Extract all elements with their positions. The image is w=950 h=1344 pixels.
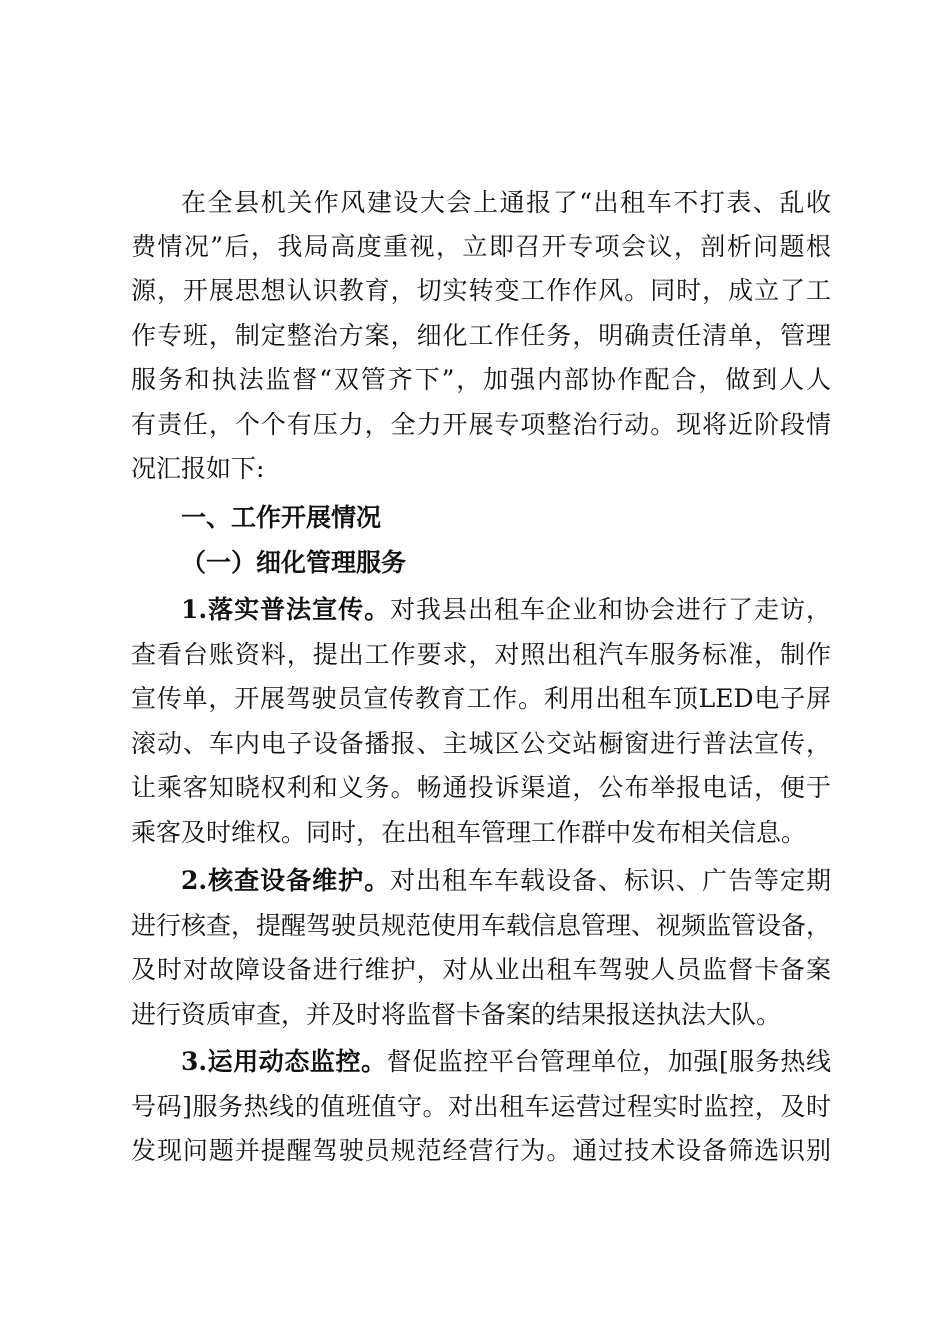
intro-line-1: 在全县机关作风建设大会上通报了“出租车不打表、乱收 — [181, 188, 831, 217]
item2-title: 2.核查设备维护。 — [181, 866, 391, 895]
item2-line-2: 进行核查，提醒驾驶员规范使用车载信息管理、视频监管设备， — [131, 911, 832, 940]
item2-first-line — [181, 866, 831, 896]
item1-first-rest: 对我县出租车企业和协会进行了走访， — [390, 595, 831, 624]
item1-line-6: 乘客及时维权。同时，在出租车管理工作群中发布相关信息。 — [131, 818, 807, 847]
section-heading: 一、工作开展情况 — [181, 503, 382, 532]
item3-title: 3.运用动态监控。 — [181, 1047, 387, 1076]
item2-line-3: 及时对故障设备进行维护，对从业出租车驾驶人员监督卡备案 — [131, 955, 831, 984]
intro-line-2: 费情况”后，我局高度重视，立即召开专项会议，剖析问题根 — [131, 232, 831, 261]
subsection-heading: （一）细化管理服务 — [181, 548, 407, 577]
item1-line-4: 滚动、车内电子设备播报、主城区公交站橱窗进行普法宣传， — [131, 729, 831, 758]
intro-line-7: 况汇报如下: — [131, 454, 265, 483]
intro-line-4: 作专班，制定整治方案，细化工作任务，明确责任清单，管理 — [131, 321, 831, 350]
item1-line-2: 查看台账资料，提出工作要求，对照出租汽车服务标准，制作 — [131, 640, 831, 669]
intro-line-6: 有责任，个个有压力，全力开展专项整治行动。现将近阶段情 — [131, 410, 831, 439]
item3-first-rest: 督促监控平台管理单位，加强[服务热线 — [386, 1047, 831, 1076]
item2-first-rest: 对出租车车载设备、标识、广告等定期 — [390, 866, 831, 895]
intro-line-5: 服务和执法监督“双管齐下”，加强内部协作配合，做到人人 — [131, 365, 831, 394]
item1-line-5: 让乘客知晓权利和义务。畅通投诉渠道，公布举报电话，便于 — [131, 773, 831, 802]
item1-first-line — [181, 595, 831, 625]
item1-title: 1.落实普法宣传。 — [181, 595, 391, 624]
item3-first-line — [181, 1047, 831, 1077]
item2-line-4: 进行资质审查，并及时将监督卡备案的结果报送执法大队。 — [131, 1000, 782, 1029]
intro-line-3: 源，开展思想认识教育，切实转变工作作风。同时，成立了工 — [131, 276, 831, 305]
item3-line-3: 发现问题并提醒驾驶员规范经营行为。通过技术设备筛选识别 — [131, 1136, 831, 1165]
item3-line-2: 号码]服务热线的值班值守。对出租车运营过程实时监控，及时 — [131, 1092, 831, 1121]
item1-line-3: 宣传单，开展驾驶员宣传教育工作。利用出租车顶LED电子屏 — [131, 684, 831, 713]
